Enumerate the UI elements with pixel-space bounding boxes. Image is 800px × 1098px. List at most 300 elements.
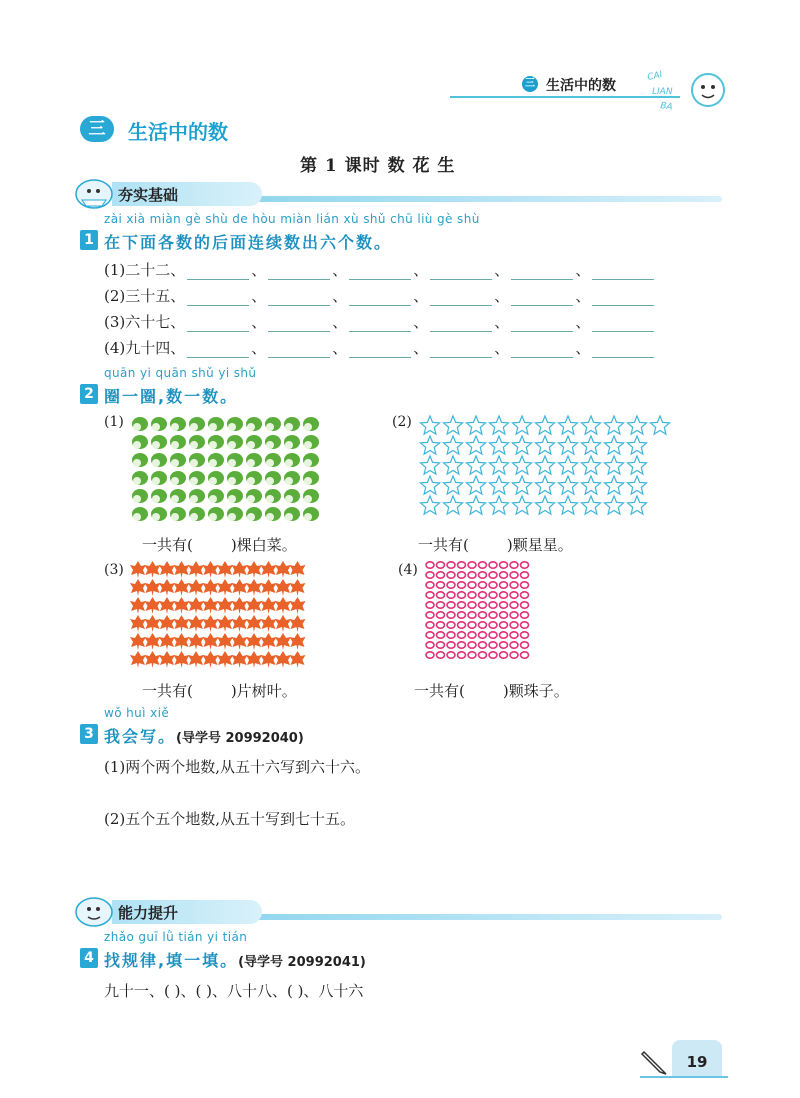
cabbage-icon <box>265 507 281 521</box>
bead-icon <box>468 632 476 638</box>
cabbage-icon <box>170 453 186 467</box>
leaf-icon <box>217 561 233 578</box>
cabbage-icon <box>246 453 262 467</box>
bead-icon <box>489 602 497 608</box>
star-icon <box>490 476 509 494</box>
leaf-icon <box>159 615 175 632</box>
leaf-icon <box>188 597 204 614</box>
q2-part1-label: (1) <box>104 414 124 430</box>
bead-icon <box>458 582 466 588</box>
bead-icon <box>521 592 529 598</box>
bead-icon <box>500 602 508 608</box>
star-icon <box>536 456 555 474</box>
q3-pinyin: wǒ huì xiě <box>104 706 170 720</box>
leaf-icon <box>261 651 277 668</box>
caption-pre: 一共有( <box>414 682 465 700</box>
bead-icon <box>437 652 445 658</box>
bead-icon <box>489 562 497 568</box>
star-icon <box>605 436 624 454</box>
q3-text: 我会写。 <box>104 727 177 746</box>
cabbage-icon <box>151 435 167 449</box>
page-number: 19 <box>672 1040 722 1076</box>
q1-row: (2)三十五、 、 、 、 、 、 <box>104 284 656 306</box>
star-icon <box>628 416 647 434</box>
leaf-icon <box>246 597 262 614</box>
cabbage-icon <box>189 453 205 467</box>
leaf-icon <box>203 633 219 650</box>
leaf-icon <box>217 651 233 668</box>
bead-icon <box>447 582 455 588</box>
answer-blank[interactable] <box>268 289 330 306</box>
section-basic-label: 夯实基础 <box>118 186 179 204</box>
bead-icon <box>426 572 434 578</box>
bead-icon <box>521 602 529 608</box>
star-icon <box>513 496 532 514</box>
cabbage-icon <box>227 489 243 503</box>
q2-text: 圈一圈,数一数。 <box>104 387 239 406</box>
answer-blank[interactable] <box>349 263 411 280</box>
answer-blank[interactable] <box>592 263 654 280</box>
star-icon <box>582 436 601 454</box>
answer-blank[interactable] <box>430 315 492 332</box>
bead-icon <box>521 652 529 658</box>
q2-pinyin: quān yi quān shǔ yi shǔ <box>104 366 257 380</box>
cabbage-icon <box>132 417 148 431</box>
star-icon <box>536 476 555 494</box>
star-icon <box>490 456 509 474</box>
answer-blank[interactable] <box>268 263 330 280</box>
bead-icon <box>479 602 487 608</box>
answer-blank[interactable] <box>349 289 411 306</box>
bead-icon <box>458 632 466 638</box>
star-icon <box>513 416 532 434</box>
leaf-icon <box>261 597 277 614</box>
star-icon <box>582 416 601 434</box>
cabbage-icon <box>227 417 243 431</box>
star-icon <box>628 436 647 454</box>
star-icon <box>628 456 647 474</box>
bead-icon <box>489 572 497 578</box>
leaf-icon <box>159 651 175 668</box>
bead-icon <box>479 592 487 598</box>
cabbage-icon <box>132 471 148 485</box>
star-icon <box>421 496 440 514</box>
cabbage-icon <box>170 489 186 503</box>
bead-icon <box>447 622 455 628</box>
mascot-reading-icon <box>72 176 116 210</box>
star-icon <box>467 416 486 434</box>
bead-icon <box>521 642 529 648</box>
leaf-grid[interactable] <box>130 560 310 672</box>
star-grid[interactable] <box>418 414 678 518</box>
q2-number: 2 <box>80 384 98 404</box>
star-icon <box>605 416 624 434</box>
bead-icon <box>500 572 508 578</box>
bead-icon <box>468 642 476 648</box>
section-basic <box>72 180 722 210</box>
star-icon <box>559 456 578 474</box>
pencil-icon <box>640 1048 668 1076</box>
bead-icon <box>437 612 445 618</box>
chapter-badge: 三 <box>80 116 114 142</box>
bead-icon <box>479 622 487 628</box>
answer-blank[interactable] <box>349 341 411 358</box>
leaf-icon <box>174 615 190 632</box>
cabbage-icon <box>303 453 319 467</box>
bead-icon <box>510 602 518 608</box>
bead-icon <box>500 562 508 568</box>
bead-icon <box>437 642 445 648</box>
leaf-icon <box>159 579 175 596</box>
bead-icon <box>510 642 518 648</box>
cabbage-icon <box>208 453 224 467</box>
leaf-icon <box>203 597 219 614</box>
q1-row: (4)九十四、 、 、 、 、 、 <box>104 336 656 358</box>
bead-icon <box>500 642 508 648</box>
bead-icon <box>447 642 455 648</box>
leaf-icon <box>217 597 233 614</box>
bead-icon <box>510 612 518 618</box>
answer-blank[interactable] <box>511 289 573 306</box>
q4-text: 找规律,填一填。 <box>104 951 239 970</box>
q3-guide-number: (导学号 20992040) <box>176 731 304 746</box>
bead-icon <box>447 572 455 578</box>
leaf-icon <box>130 579 146 596</box>
cabbage-grid[interactable] <box>128 412 328 524</box>
bead-icon <box>479 652 487 658</box>
q4-pinyin: zhǎo guī lǜ tián yi tián <box>104 930 248 944</box>
cabbage-icon <box>265 435 281 449</box>
leaf-icon <box>145 633 161 650</box>
star-icon <box>467 476 486 494</box>
bead-icon <box>437 622 445 628</box>
cabbage-icon <box>170 471 186 485</box>
cabbage-icon <box>132 507 148 521</box>
leaf-icon <box>261 633 277 650</box>
leaf-icon <box>203 561 219 578</box>
leaf-icon <box>232 579 248 596</box>
bead-icon <box>489 642 497 648</box>
bead-icon <box>521 622 529 628</box>
star-icon <box>605 456 624 474</box>
bead-icon <box>458 622 466 628</box>
cabbage-icon <box>189 471 205 485</box>
bead-grid[interactable] <box>424 560 532 664</box>
q2-part3-label: (3) <box>104 562 124 578</box>
answer-blank[interactable] <box>511 341 573 358</box>
bead-icon <box>500 632 508 638</box>
leaf-icon <box>174 579 190 596</box>
caption-pre: 一共有( <box>418 536 469 554</box>
bead-icon <box>458 652 466 658</box>
leaf-icon <box>217 579 233 596</box>
svg-text:LIAN: LIAN <box>652 87 673 97</box>
q1-row-label: (2)三十五、 <box>104 287 186 305</box>
bead-icon <box>468 602 476 608</box>
leaf-icon <box>232 651 248 668</box>
chapter-title: 生活中的数 <box>128 120 228 144</box>
leaf-icon <box>174 633 190 650</box>
q4-sequence: 九十一、( )、( )、八十八、( )、八十六 <box>104 982 364 1000</box>
cabbage-icon <box>170 417 186 431</box>
cabbage-icon <box>151 507 167 521</box>
answer-blank[interactable] <box>430 341 492 358</box>
bead-icon <box>489 612 497 618</box>
q1-row: (3)六十七、 、 、 、 、 、 <box>104 310 656 332</box>
header-unit-badge: 三 <box>522 76 538 92</box>
cabbage-icon <box>303 417 319 431</box>
star-icon <box>651 416 670 434</box>
bead-icon <box>510 562 518 568</box>
leaf-icon <box>174 651 190 668</box>
bead-icon <box>479 572 487 578</box>
cabbage-icon <box>284 471 300 485</box>
bead-icon <box>468 572 476 578</box>
leaf-icon <box>290 615 306 632</box>
star-icon <box>582 456 601 474</box>
bead-icon <box>447 652 455 658</box>
q1-row-label: (4)九十四、 <box>104 339 186 357</box>
bead-icon <box>500 652 508 658</box>
caption-post: )颗星星。 <box>506 536 573 554</box>
cabbage-icon <box>208 507 224 521</box>
leaf-icon <box>275 633 291 650</box>
leaf-icon <box>232 615 248 632</box>
leaf-icon <box>275 579 291 596</box>
bead-icon <box>426 612 434 618</box>
q1-row-label: (3)六十七、 <box>104 313 186 331</box>
cabbage-icon <box>151 453 167 467</box>
cabbage-icon <box>151 417 167 431</box>
caption-post: )颗珠子。 <box>502 682 569 700</box>
leaf-icon <box>246 633 262 650</box>
cabbage-icon <box>208 417 224 431</box>
bead-icon <box>458 572 466 578</box>
leaf-icon <box>145 579 161 596</box>
leaf-icon <box>130 597 146 614</box>
leaf-icon <box>232 633 248 650</box>
leaf-icon <box>130 651 146 668</box>
bead-icon <box>437 572 445 578</box>
leaf-icon <box>188 561 204 578</box>
bead-icon <box>521 612 529 618</box>
svg-text:CAI: CAI <box>646 70 664 83</box>
leaf-icon <box>275 597 291 614</box>
bead-icon <box>468 582 476 588</box>
leaf-icon <box>290 597 306 614</box>
leaf-icon <box>217 633 233 650</box>
leaf-icon <box>145 651 161 668</box>
answer-blank[interactable] <box>511 315 573 332</box>
bead-icon <box>437 602 445 608</box>
answer-blank[interactable] <box>187 263 249 280</box>
cabbage-icon <box>227 435 243 449</box>
star-icon <box>582 476 601 494</box>
leaf-icon <box>246 651 262 668</box>
cabbage-icon <box>284 453 300 467</box>
answer-blank[interactable] <box>592 341 654 358</box>
leaf-icon <box>203 615 219 632</box>
caption-pre: 一共有( <box>142 536 193 554</box>
q2-part3-caption <box>142 680 297 701</box>
bead-icon <box>489 622 497 628</box>
answer-blank[interactable] <box>349 315 411 332</box>
page-rule <box>640 1076 728 1078</box>
leaf-icon <box>188 615 204 632</box>
cabbage-icon <box>284 507 300 521</box>
bead-icon <box>447 612 455 618</box>
bead-icon <box>426 652 434 658</box>
cabbage-icon <box>303 435 319 449</box>
leaf-icon <box>174 561 190 578</box>
star-icon <box>536 496 555 514</box>
bead-icon <box>437 582 445 588</box>
bead-icon <box>479 582 487 588</box>
bead-icon <box>426 582 434 588</box>
leaf-icon <box>188 633 204 650</box>
leaf-icon <box>159 597 175 614</box>
leaf-icon <box>130 615 146 632</box>
star-icon <box>444 436 463 454</box>
bead-icon <box>437 562 445 568</box>
bead-icon <box>458 592 466 598</box>
star-icon <box>559 436 578 454</box>
bead-icon <box>447 592 455 598</box>
answer-blank[interactable] <box>187 315 249 332</box>
bead-icon <box>426 562 434 568</box>
section-advanced-label: 能力提升 <box>118 904 179 922</box>
leaf-icon <box>275 561 291 578</box>
cabbage-icon <box>208 471 224 485</box>
cabbage-icon <box>132 453 148 467</box>
leaf-icon <box>290 579 306 596</box>
bead-icon <box>500 612 508 618</box>
leaf-icon <box>246 579 262 596</box>
q2-part2-label: (2) <box>392 414 412 430</box>
bead-icon <box>510 632 518 638</box>
leaf-icon <box>203 579 219 596</box>
cabbage-icon <box>227 471 243 485</box>
answer-blank[interactable] <box>592 315 654 332</box>
leaf-icon <box>145 615 161 632</box>
star-icon <box>490 416 509 434</box>
answer-blank[interactable] <box>268 341 330 358</box>
bead-icon <box>458 562 466 568</box>
answer-blank[interactable] <box>430 289 492 306</box>
star-icon <box>605 476 624 494</box>
bead-icon <box>468 612 476 618</box>
answer-blank[interactable] <box>592 289 654 306</box>
bead-icon <box>426 642 434 648</box>
cabbage-icon <box>189 489 205 503</box>
bead-icon <box>479 642 487 648</box>
cabbage-icon <box>265 471 281 485</box>
answer-blank[interactable] <box>268 315 330 332</box>
cabbage-icon <box>265 489 281 503</box>
cabbage-icon <box>208 435 224 449</box>
star-icon <box>467 456 486 474</box>
bead-icon <box>479 612 487 618</box>
leaf-icon <box>290 633 306 650</box>
answer-blank[interactable] <box>511 263 573 280</box>
cabbage-icon <box>284 417 300 431</box>
star-icon <box>513 456 532 474</box>
cabbage-icon <box>189 435 205 449</box>
cabbage-icon <box>265 453 281 467</box>
bead-icon <box>510 652 518 658</box>
answer-blank[interactable] <box>187 341 249 358</box>
star-icon <box>536 436 555 454</box>
leaf-icon <box>217 615 233 632</box>
leaf-icon <box>159 633 175 650</box>
leaf-icon <box>188 651 204 668</box>
leaf-icon <box>246 561 262 578</box>
bead-icon <box>489 652 497 658</box>
star-icon <box>559 476 578 494</box>
cabbage-icon <box>151 471 167 485</box>
leaf-icon <box>145 561 161 578</box>
cabbage-icon <box>132 489 148 503</box>
leaf-icon <box>290 561 306 578</box>
bead-icon <box>500 582 508 588</box>
star-icon <box>490 436 509 454</box>
cabbage-icon <box>246 471 262 485</box>
cabbage-icon <box>227 507 243 521</box>
bead-icon <box>447 632 455 638</box>
star-icon <box>605 496 624 514</box>
bead-icon <box>458 612 466 618</box>
cabbage-icon <box>189 507 205 521</box>
bead-icon <box>510 622 518 628</box>
star-icon <box>559 416 578 434</box>
q3-item-1: (1)两个两个地数,从五十六写到六十六。 <box>104 758 371 776</box>
cabbage-icon <box>227 453 243 467</box>
star-icon <box>628 476 647 494</box>
star-icon <box>444 496 463 514</box>
leaf-icon <box>130 633 146 650</box>
caption-post: )棵白菜。 <box>230 536 297 554</box>
q1-pinyin: zài xià miàn gè shù de hòu miàn lián xù shǔ chū liù gè shù <box>104 212 480 226</box>
cabbage-icon <box>246 489 262 503</box>
q1-text: 在下面各数的后面连续数出六个数。 <box>104 233 393 252</box>
leaf-icon <box>246 615 262 632</box>
answer-blank[interactable] <box>187 289 249 306</box>
caption-post: )片树叶。 <box>230 682 297 700</box>
leaf-icon <box>261 615 277 632</box>
cabbage-icon <box>170 507 186 521</box>
cabbage-icon <box>303 507 319 521</box>
cabbage-icon <box>303 471 319 485</box>
bead-icon <box>426 622 434 628</box>
leaf-icon <box>174 597 190 614</box>
q4-number: 4 <box>80 948 98 968</box>
bead-icon <box>500 622 508 628</box>
q3-item-2: (2)五个五个地数,从五十写到七十五。 <box>104 810 356 828</box>
bead-icon <box>447 602 455 608</box>
star-icon <box>582 496 601 514</box>
answer-blank[interactable] <box>430 263 492 280</box>
star-icon <box>467 496 486 514</box>
bead-icon <box>510 582 518 588</box>
bead-icon <box>521 582 529 588</box>
leaf-icon <box>188 579 204 596</box>
bead-icon <box>510 572 518 578</box>
cabbage-icon <box>189 417 205 431</box>
bead-icon <box>468 622 476 628</box>
bead-icon <box>468 592 476 598</box>
cabbage-icon <box>246 435 262 449</box>
star-icon <box>513 436 532 454</box>
